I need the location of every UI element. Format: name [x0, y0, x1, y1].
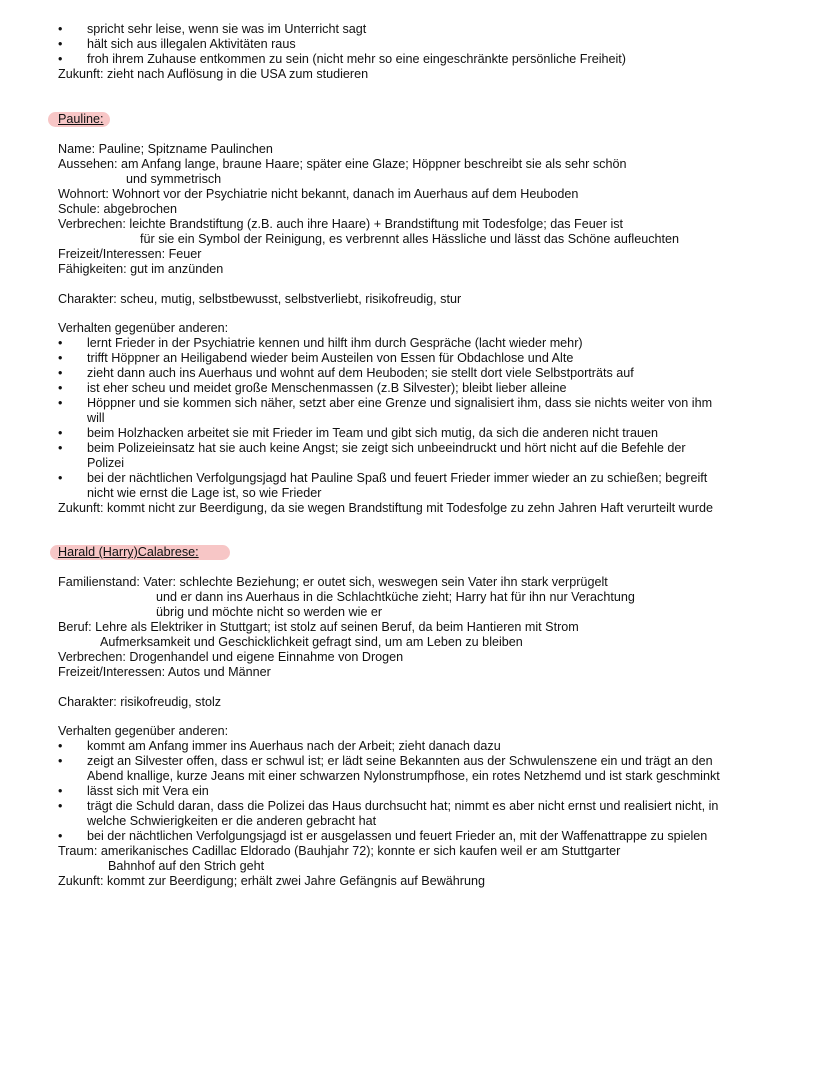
intro-zukunft: Zukunft: zieht nach Auflösung in die USA zum studieren — [58, 67, 369, 81]
harry-familienstand: Familienstand: Vater: schlechte Beziehung; er outet sich, weswegen sein Vater ihn stark verprügelt — [58, 575, 608, 589]
pauline-bullet-cont: Polizei — [87, 456, 125, 470]
harry-bullet: lässt sich mit Vera ein — [87, 784, 209, 798]
bullet-marker: • — [58, 799, 63, 813]
pauline-aussehen-cont: und symmetrisch — [126, 172, 222, 186]
pauline-aussehen: Aussehen: am Anfang lange, braune Haare; später eine Glaze; Höppner beschreibt sie als sehr schön — [58, 157, 627, 171]
pauline-charakter: Charakter: scheu, mutig, selbstbewusst, selbstverliebt, risikofreudig, stur — [58, 292, 462, 306]
pauline-bullet: beim Holzhacken arbeitet sie mit Frieder im Team und gibt sich mutig, da sich die anderen nicht trauen — [87, 426, 658, 440]
pauline-bullet: Höppner und sie kommen sich näher, setzt aber eine Grenze und signalisiert ihm, dass sie nichts weiter von ihm — [87, 396, 713, 410]
harry-verhalten-title: Verhalten gegenüber anderen: — [58, 724, 229, 738]
bullet-marker: • — [58, 37, 63, 51]
bullet-marker: • — [58, 22, 63, 36]
pauline-verbrechen-cont: für sie ein Symbol der Reinigung, es verbrennt alles Hässliche und lässt das Schöne aufleuchten — [140, 232, 680, 246]
harry-bullet: trägt die Schuld daran, dass die Polizei das Haus durchsucht hat; nimmt es aber nicht ernst und realisiert nicht, in — [87, 799, 719, 813]
harry-heading: Harald (Harry)Calabrese: — [58, 545, 199, 559]
harry-bullet-cont: Abend knallige, kurze Jeans mit einer schwarzen Nylonstrumpfhose, ein rotes Netzhemd und ist stark geschminkt — [87, 769, 720, 783]
pauline-wohnort: Wohnort: Wohnort vor der Psychiatrie nicht bekannt, danach im Auerhaus auf dem Heuboden — [58, 187, 579, 201]
bullet-marker: • — [58, 784, 63, 798]
bullet-marker: • — [58, 366, 63, 380]
pauline-verbrechen: Verbrechen: leichte Brandstiftung (z.B. auch ihre Haare) + Brandstiftung mit Todesfolge; das Feuer ist — [58, 217, 624, 231]
harry-zukunft: Zukunft: kommt zur Beerdigung; erhält zwei Jahre Gefängnis auf Bewährung — [58, 874, 486, 888]
intro-bullet: hält sich aus illegalen Aktivitäten raus — [87, 37, 296, 51]
intro-bullet: spricht sehr leise, wenn sie was im Unterricht sagt — [87, 22, 367, 36]
bullet-marker: • — [58, 351, 63, 365]
bullet-marker: • — [58, 441, 63, 455]
bullet-marker: • — [58, 336, 63, 350]
pauline-bullet-cont: nicht wie ernst die Lage ist, so wie Frieder — [87, 486, 322, 500]
harry-familienstand-cont: übrig und möchte nicht so werden wie er — [156, 605, 383, 619]
pauline-bullet-cont: will — [87, 411, 105, 425]
intro-bullet: froh ihrem Zuhause entkommen zu sein (nicht mehr so eine eingeschränkte persönliche Freiheit) — [87, 52, 626, 66]
harry-traum: Traum: amerikanisches Cadillac Eldorado (Bauhjahr 72); konnte er sich kaufen weil er am Stuttgarter — [58, 844, 621, 858]
pauline-zukunft: Zukunft: kommt nicht zur Beerdigung, da sie wegen Brandstiftung mit Todesfolge zu zehn Jahren Haft verurteilt wurde — [58, 501, 713, 515]
bullet-marker: • — [58, 381, 63, 395]
bullet-marker: • — [58, 52, 63, 66]
bullet-marker: • — [58, 396, 63, 410]
harry-bullet-cont: welche Schwierigkeiten er die anderen gebracht hat — [87, 814, 377, 828]
harry-beruf: Beruf: Lehre als Elektriker in Stuttgart; ist stolz auf seinen Beruf, da beim Hantieren mit Strom — [58, 620, 579, 634]
harry-bullet: kommt am Anfang immer ins Auerhaus nach der Arbeit; zieht danach dazu — [87, 739, 501, 753]
harry-freizeit: Freizeit/Interessen: Autos und Männer — [58, 665, 271, 679]
harry-traum-cont: Bahnhof auf den Strich geht — [108, 859, 265, 873]
harry-verbrechen: Verbrechen: Drogenhandel und eigene Einnahme von Drogen — [58, 650, 404, 664]
pauline-bullet: lernt Frieder in der Psychiatrie kennen und hilft ihm durch Gespräche (lacht wieder mehr) — [87, 336, 583, 350]
bullet-marker: • — [58, 829, 63, 843]
pauline-freizeit: Freizeit/Interessen: Feuer — [58, 247, 202, 261]
bullet-marker: • — [58, 426, 63, 440]
bullet-marker: • — [58, 754, 63, 768]
harry-beruf-cont: Aufmerksamkeit und Geschicklichkeit gefragt sind, um am Leben zu bleiben — [100, 635, 523, 649]
bullet-marker: • — [58, 471, 63, 485]
pauline-bullet: bei der nächtlichen Verfolgungsjagd hat Pauline Spaß und feuert Frieder immer wieder an zu schießen; begreift — [87, 471, 708, 485]
pauline-name: Name: Pauline; Spitzname Paulinchen — [58, 142, 273, 156]
bullet-marker: • — [58, 739, 63, 753]
harry-charakter: Charakter: risikofreudig, stolz — [58, 695, 222, 709]
harry-familienstand-cont: und er dann ins Auerhaus in die Schlachtküche zieht; Harry hat für ihn nur Verachtung — [156, 590, 635, 604]
pauline-faehigkeiten: Fähigkeiten: gut im anzünden — [58, 262, 224, 276]
pauline-schule: Schule: abgebrochen — [58, 202, 178, 216]
pauline-verhalten-title: Verhalten gegenüber anderen: — [58, 321, 229, 335]
pauline-bullet: zieht dann auch ins Auerhaus und wohnt auf dem Heuboden; sie stellt dort viele Selbstporträts auf — [87, 366, 634, 380]
pauline-heading: Pauline: — [58, 112, 104, 126]
pauline-bullet: beim Polizeieinsatz hat sie auch keine Angst; sie zeigt sich unbeeindruckt und hört nicht auf die Befehle der — [87, 441, 686, 455]
harry-bullet: zeigt an Silvester offen, dass er schwul ist; er lädt seine Bekannten aus der Schwulenszene ein und trägt an den — [87, 754, 713, 768]
pauline-bullet: trifft Höppner an Heiligabend wieder beim Austeilen von Essen für Obdachlose und Alte — [87, 351, 574, 365]
harry-bullet: bei der nächtlichen Verfolgungsjagd ist er ausgelassen und feuert Frieder an, mit der Waffenattrappe zu spielen — [87, 829, 708, 843]
pauline-bullet: ist eher scheu und meidet große Menschenmassen (z.B Silvester); bleibt lieber alleine — [87, 381, 567, 395]
